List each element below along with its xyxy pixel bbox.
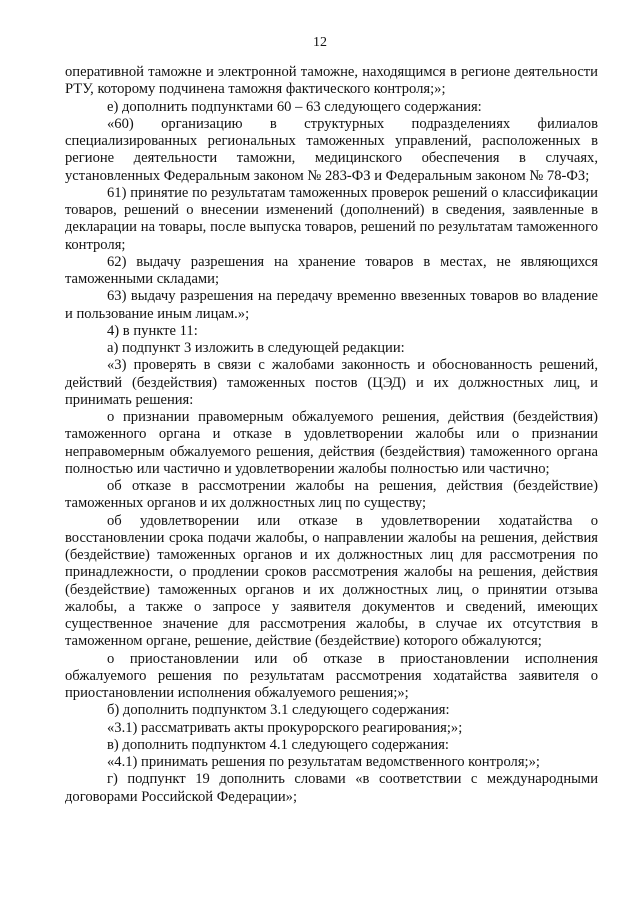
paragraph: об удовлетворении или отказе в удовлетворении ходатайства о восстановлении срока подачи жалобы, о направлении жалобы на решения, действия (бездействие) таможенных органов и их должностных лиц для рассмотрения по принадлежности, о продлении сроков рассмотрения жалобы на решения, действия (бездействие) таможенных органов и их должностных лиц, о принятии отзыва жалобы, а также о запросе у заявителя документов и сведений, имеющих существенное значение для рассмотрения жалобы, в случае их отсутствия в таможенном органе, решение, действие (бездействие) которого обжалуются;	[65, 512, 598, 650]
paragraph: о приостановлении или об отказе в приостановлении исполнения обжалуемого решения по результатам рассмотрения ходатайства заявителя о приостановлении исполнения обжалуемого решения;»;	[65, 650, 598, 701]
paragraph: «60) организацию в структурных подразделениях филиалов специализированных региональных таможенных управлений, расположенных в регионе деятельности таможни, медицинского обеспечения в случаях, установленных Федеральным законом № 283-ФЗ и Федеральным законом № 78-ФЗ;	[65, 115, 598, 184]
paragraph: 4) в пункте 11:	[107, 322, 198, 339]
paragraph: оперативной таможне и электронной таможне, находящимся в регионе деятельности РТУ, которому подчинена таможня фактического контроля;»;	[65, 64, 598, 98]
paragraph: «3.1) рассматривать акты прокурорского реагирования;»;	[107, 719, 463, 736]
paragraph: е) дополнить подпунктами 60 – 63 следующего содержания:	[107, 98, 482, 115]
paragraph: «4.1) принимать решения по результатам ведомственного контроля;»;	[107, 754, 540, 770]
paragraph: 62) выдачу разрешения на хранение товаров в местах, не являющихся таможенными складами;	[65, 253, 598, 287]
paragraph: 63) выдачу разрешения на передачу временно ввезенных товаров во владение и пользование иным лицам.»;	[65, 288, 598, 322]
document-body	[65, 64, 598, 806]
paragraph: «3) проверять в связи с жалобами законность и обоснованность решений, действий (бездействия) таможенных постов (ЦЭД) и их должностных лиц, и принимать решения:	[65, 357, 598, 408]
page-number: 12	[313, 35, 327, 50]
paragraph: о признании правомерным обжалуемого решения, действия (бездействия) таможенного органа и отказе в удовлетворении жалобы или о признании неправомерным обжалуемого решения, действия (бездействия) таможенного органа полностью или частично и удовлетворении жалобы полностью или частично;	[65, 409, 598, 477]
paragraph: а) подпункт 3 изложить в следующей редакции:	[107, 340, 405, 356]
paragraph: г) подпункт 19 дополнить словами «в соответствии с международными договорами Российской Федерации»;	[65, 771, 598, 805]
paragraph: об отказе в рассмотрении жалобы на решения, действия (бездействие) таможенных органов и их должностных лиц по существу;	[65, 478, 598, 512]
paragraph: 61) принятие по результатам таможенных проверок решений о классификации товаров, решений о внесении изменений (дополнений) в сведения, заявленные в декларации на товары, после выпуска товаров, решений по результатам таможенного контроля;	[65, 184, 598, 253]
paragraph: б) дополнить подпунктом 3.1 следующего содержания:	[107, 702, 450, 719]
paragraph: в) дополнить подпунктом 4.1 следующего содержания:	[107, 736, 449, 753]
